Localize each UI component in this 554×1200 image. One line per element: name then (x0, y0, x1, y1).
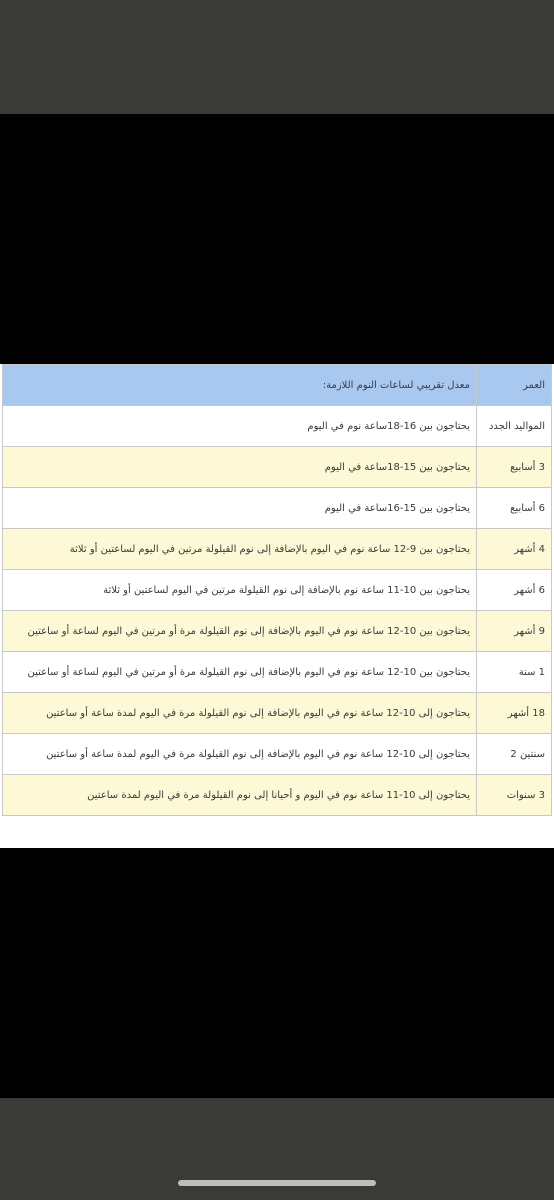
table-row (3, 611, 552, 652)
sleep-description-cell: يحتاجون بين 10-12 ساعة نوم في اليوم بالإضافة إلى نوم القيلولة مرة أو مرتين في اليوم لساعة أو ساعتين (3, 611, 477, 652)
table-row (3, 693, 552, 734)
table-row (3, 570, 552, 611)
sleep-description-cell: يحتاجون بين 10-11 ساعة نوم بالإضافة إلى نوم القيلولة مرتين في اليوم لساعتين أو ثلاثة (3, 570, 477, 611)
table-row (3, 406, 552, 447)
header-age: العمر (477, 365, 552, 406)
age-cell: المواليد الجدد (477, 406, 552, 447)
sleep-description-cell: يحتاجون إلى 10-11 ساعة نوم في اليوم و أحيانا إلى نوم القيلولة مرة في اليوم لمدة ساعتين (3, 775, 477, 816)
age-cell: 6 أشهر (477, 570, 552, 611)
sleep-description-cell: يحتاجون بين 15-16ساعة في اليوم (3, 488, 477, 529)
age-cell: 18 أشهر (477, 693, 552, 734)
age-cell: 9 أشهر (477, 611, 552, 652)
sleep-description-cell: يحتاجون بين 10-12 ساعة نوم في اليوم بالإضافة إلى نوم القيلولة مرة أو مرتين في اليوم لساعة أو ساعتين (3, 652, 477, 693)
table-row (3, 447, 552, 488)
sleep-hours-table (2, 364, 552, 816)
sleep-description-cell: يحتاجون بين 15-18ساعة في اليوم (3, 447, 477, 488)
age-cell: 3 سنوات (477, 775, 552, 816)
table-row (3, 488, 552, 529)
table-row (3, 734, 552, 775)
black-letterbox-bottom (0, 848, 554, 1098)
home-indicator[interactable] (178, 1180, 376, 1186)
sleep-description-cell: يحتاجون إلى 10-12 ساعة نوم في اليوم بالإضافة إلى نوم القيلولة مرة في اليوم لمدة ساعة أو ساعتين (3, 693, 477, 734)
black-letterbox-top (0, 114, 554, 364)
age-cell: 4 أشهر (477, 529, 552, 570)
table-row (3, 529, 552, 570)
screenshot-image (0, 364, 554, 848)
age-cell: 3 أسابيع (477, 447, 552, 488)
age-cell: 6 أسابيع (477, 488, 552, 529)
top-bar (0, 0, 554, 114)
sleep-description-cell: يحتاجون إلى 10-12 ساعة نوم في اليوم بالإضافة إلى نوم القيلولة مرة في اليوم لمدة ساعة أو ساعتين (3, 734, 477, 775)
sleep-description-cell: يحتاجون بين 9-12 ساعة نوم في اليوم بالإضافة إلى نوم القيلولة مرتين في اليوم لساعتين أو ثلاثة (3, 529, 477, 570)
table-header-row (3, 365, 552, 406)
age-cell: 1 سنة (477, 652, 552, 693)
table-row (3, 652, 552, 693)
table-row (3, 775, 552, 816)
sleep-description-cell: يحتاجون بين 16-18ساعة نوم في اليوم (3, 406, 477, 447)
age-cell: سنتين 2 (477, 734, 552, 775)
header-sleep-hours: معدل تقريبي لساعات النوم اللازمة: (3, 365, 477, 406)
